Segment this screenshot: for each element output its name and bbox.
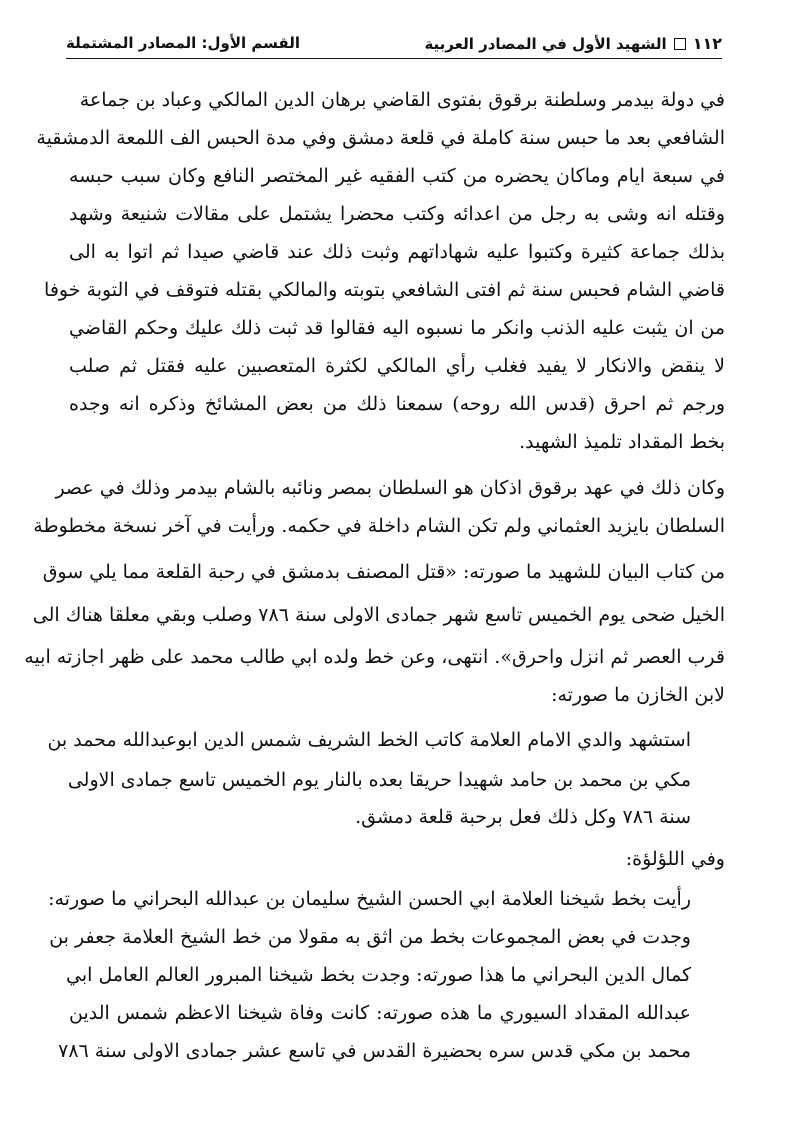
text-line: بذلك جماعة كثيرة وكتبوا عليه شهاداتهم وثبت ذلك عند قاضي صيدا ثم اتوا به الى: [69, 241, 725, 263]
header-rule: [66, 58, 722, 59]
text-line: الخيل ضحى يوم الخميس تاسع شهر جمادى الاولى سنة ٧٨٦ وصلب وبقي معلقا هناك الى: [32, 604, 725, 626]
quote-line: سنة ٧٨٦ وكل ذلك فعل برحبة قلعة دمشق.: [355, 806, 691, 828]
text-line: ورجم ثم احرق (قدس الله روحه) سمعنا ذلك من بعض المشائخ وذكره انه وجده: [69, 393, 725, 415]
text-line: قرب العصر ثم انزل واحرق». انتهى، وعن خط ولده ابي طالب محمد على ظهر اجازته ابيه: [24, 646, 725, 668]
quote-line: محمد بن مكي قدس سره بحضيرة القدس في تاسع عشر جمادى الاولى سنة ٧٨٦: [58, 1040, 691, 1062]
text-line: في دولة بيدمر وسلطنة برقوق بفتوى القاضي برهان الدين المالكي وعباد بن جماعة: [79, 89, 725, 111]
quote-line: وجدت في بعض المجموعات بخط من اثق به مقولا من خط الشيخ العلامة جعفر بن: [49, 926, 691, 948]
text-line: لا ينقض والانكار لا يفيد فغلب رأي المالكي لكثرة المتعصبين عليه فقتل ثم صلب: [69, 355, 725, 377]
book-title: الشهيد الأول في المصادر العربية: [424, 34, 667, 53]
quote-line: مكي بن محمد بن حامد شهيدا حريقا بعده بالنار يوم الخميس تاسع جمادى الاولى: [67, 769, 691, 791]
text-line: وكان ذلك في عهد برقوق اذكان هو السلطان بمصر ونائبه بالشام بيدمر وذلك في عصر: [55, 477, 725, 499]
header-right: [424, 34, 722, 53]
quote-line: كمال الدين البحراني ما هذا صورته: وجدت بخط شيخنا المبرور العالم العامل ابي: [66, 964, 691, 986]
text-line: لابن الخازن ما صورته:: [551, 684, 725, 706]
quote-line: استشهد والدي الامام العلامة كاتب الخط الشريف شمس الدين ابوعبدالله محمد بن: [47, 729, 691, 751]
quote-line: رأيت بخط شيخنا العلامة ابي الحسن الشيخ سليمان بن عبدالله البحراني ما صورته:: [48, 888, 691, 910]
header-box-ornament: [674, 38, 686, 50]
text-line: السلطان بايزيد العثماني ولم تكن الشام داخلة في حكمه. ورأيت في آخر نسخة مخطوطة: [33, 515, 725, 537]
section-title: القسم الأول: المصادر المشتملة: [66, 34, 300, 52]
page-number: ١١٢: [692, 34, 722, 53]
text-line: الشافعي بعد ما حبس سنة كاملة في قلعة دمشق وفي مدة الحبس الف اللمعة الدمشقية: [36, 127, 725, 149]
text-line: في سبعة ايام وماكان يحضره من كتب الفقيه غير المختصر النافع وكان سبب حبسه: [69, 165, 725, 187]
text-line: قاضي الشام فحبس سنة ثم افتى الشافعي بتوبته والمالكي بقتله فتوقف في التوبة خوفا: [44, 279, 725, 301]
running-header: [66, 30, 722, 60]
text-line: من ان يثبت عليه الذنب وانكر ما نسبوه اليه فقالوا قد ثبت ذلك عليك وحكم القاضي: [69, 317, 725, 339]
text-line: وقتله انه وشى به رجل من اعدائه وكتب محضرا يشتمل على مقالات شنيعة وشهد: [69, 203, 725, 225]
quote-line: عبدالله المقداد السيوري ما هذه صورته: كانت وفاة شيخنا الاعظم شمس الدين: [69, 1002, 691, 1024]
text-line: بخط المقداد تلميذ الشهيد.: [519, 431, 725, 453]
text-line: من كتاب البيان للشهيد ما صورته: «قتل المصنف بدمشق في رحبة القلعة مما يلي سوق: [42, 561, 725, 583]
lulua-heading: وفي اللؤلؤة:: [625, 848, 725, 870]
